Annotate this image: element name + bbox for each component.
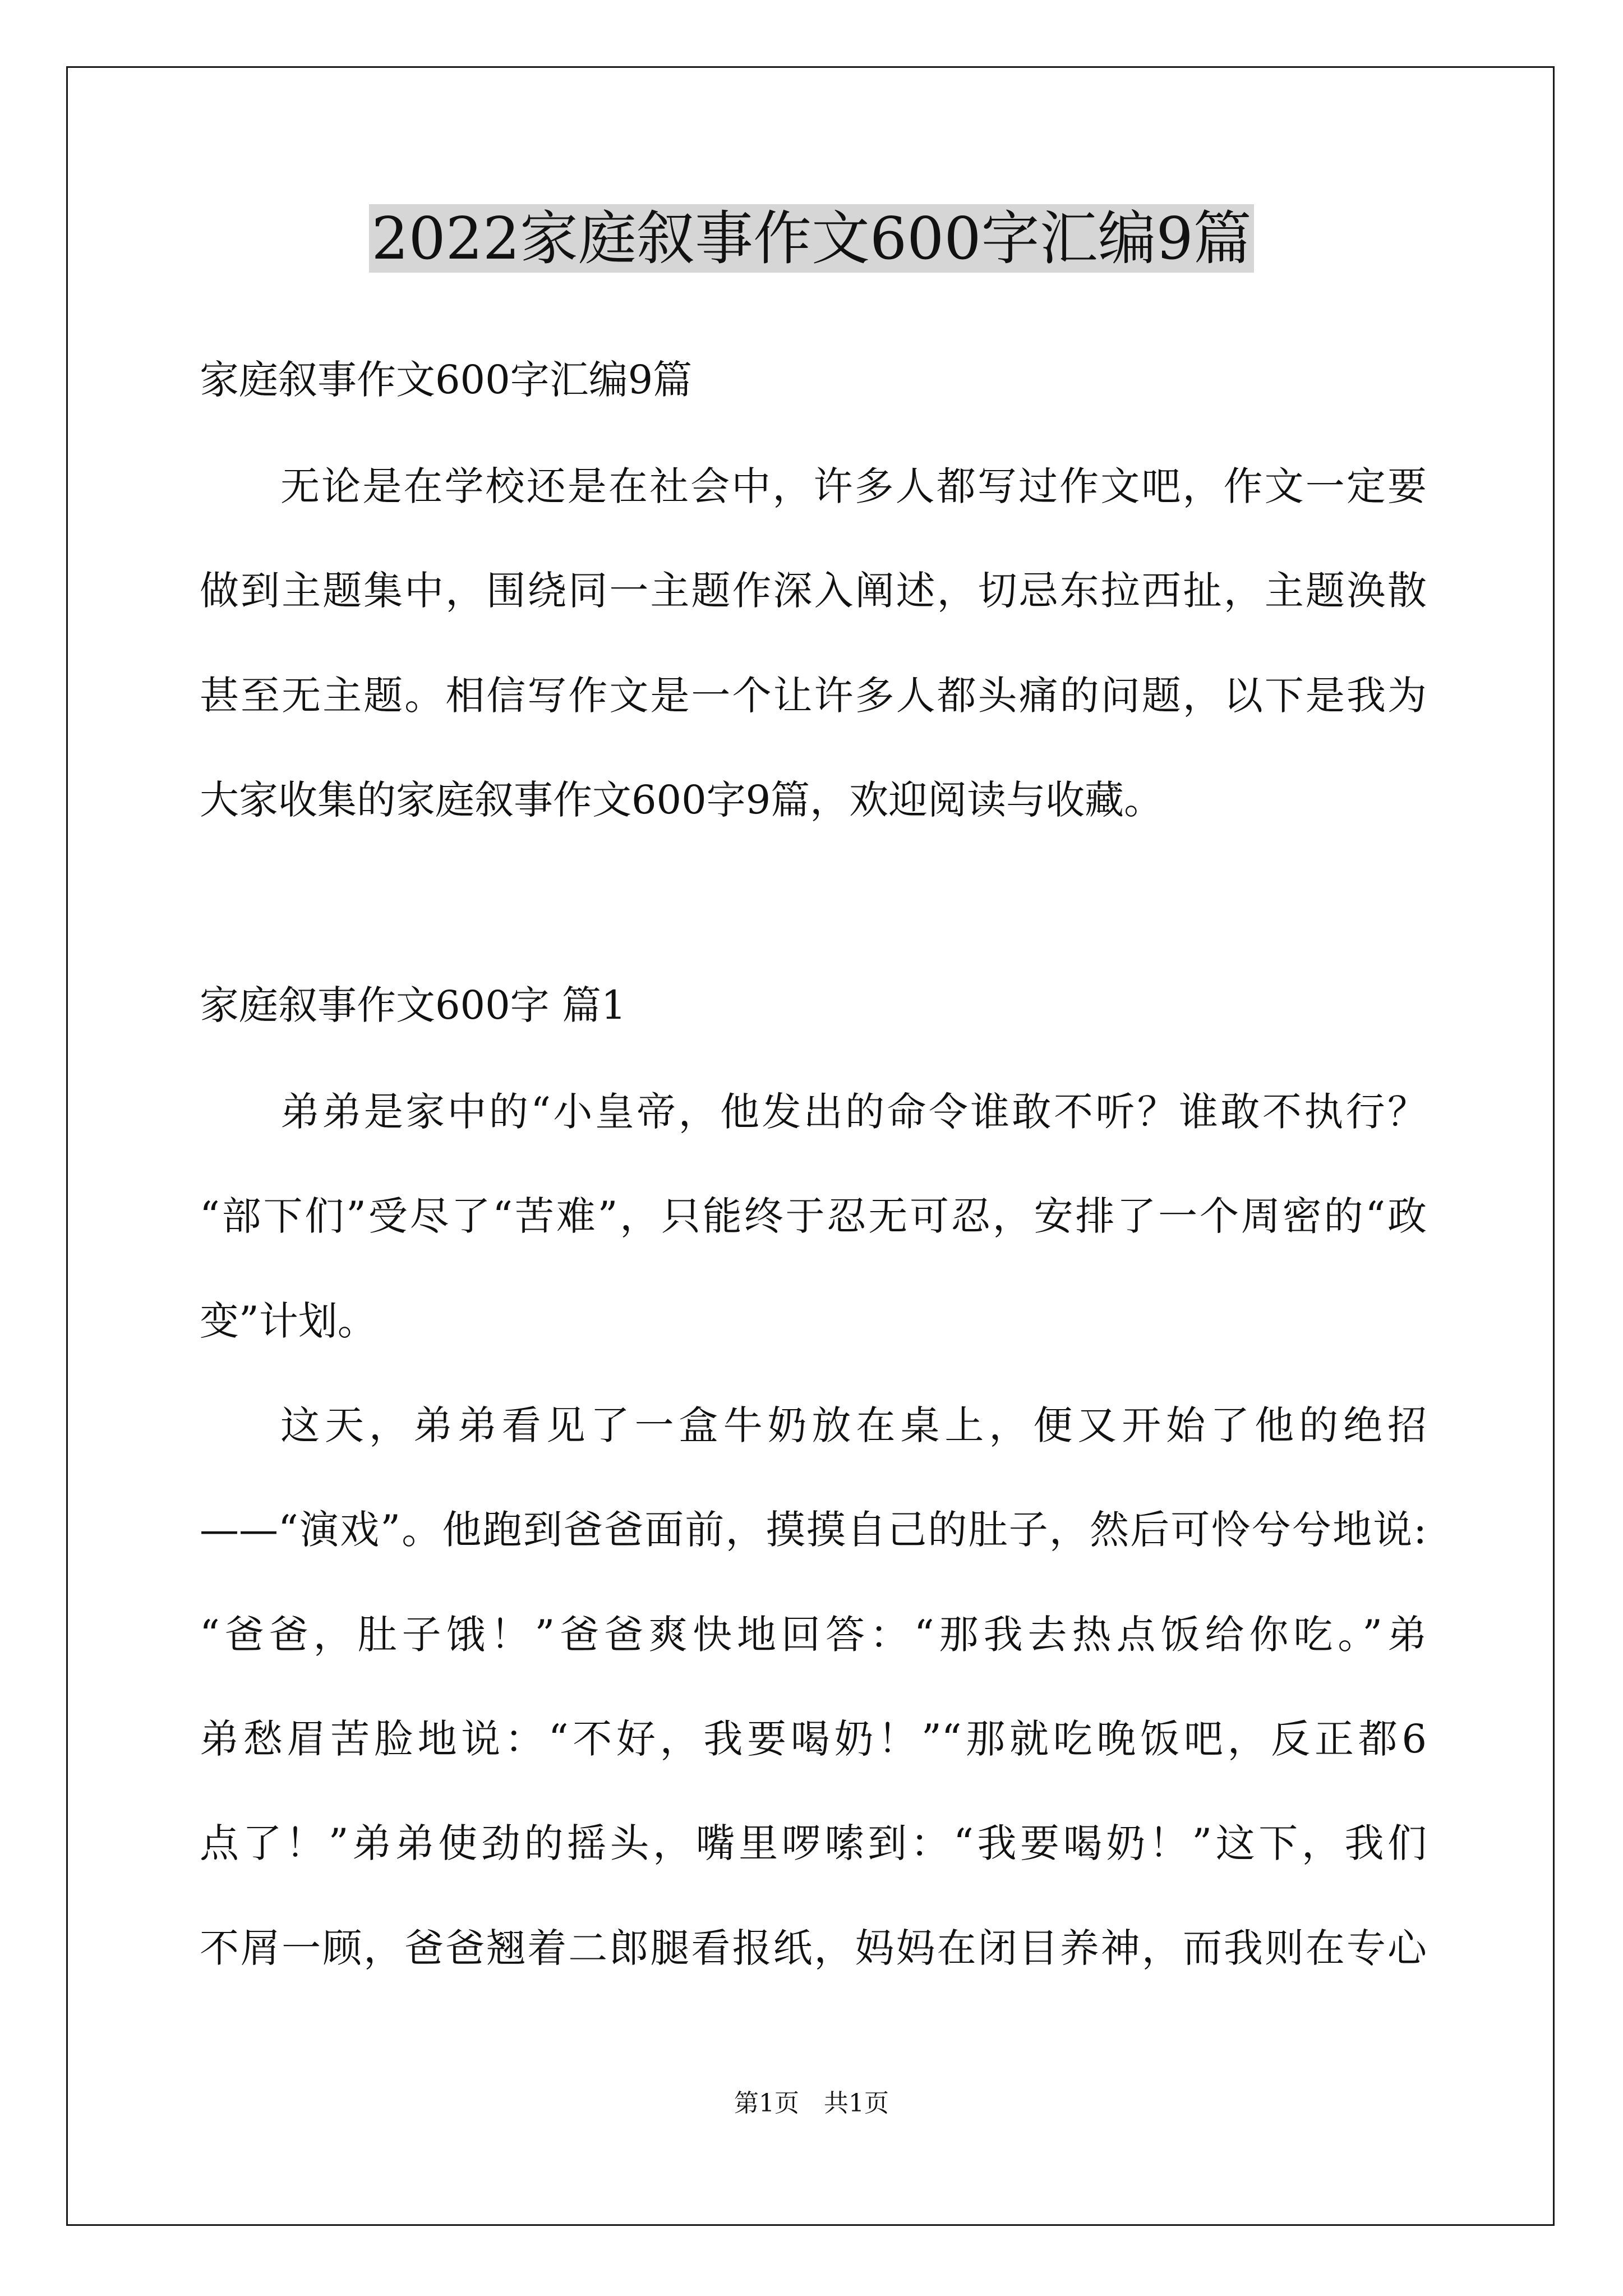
document-title	[0, 199, 1623, 278]
para2-line-1: 这天，弟弟看见了一盒牛奶放在桌上，便又开始了他的绝招	[280, 1402, 1427, 1448]
para2-line-2: ——“演戏”。他跑到爸爸面前，摸摸自己的肚子，然后可怜兮兮地说:	[200, 1507, 1427, 1553]
intro-line-4: 大家收集的家庭叙事作文600字9篇，欢迎阅读与收藏。	[200, 777, 1164, 823]
intro-line-1: 无论是在学校还是在社会中，许多人都写过作文吧，作文一定要	[280, 463, 1427, 509]
document-subtitle: 家庭叙事作文600字汇编9篇	[200, 357, 693, 403]
para1-line-2: “部下们”受尽了“苦难”，只能终于忍无可忍，安排了一个周密的“政	[200, 1193, 1427, 1239]
document-title-text: 2022家庭叙事作文600字汇编9篇	[369, 204, 1253, 273]
para2-line-6: 不屑一顾，爸爸翘着二郎腿看报纸，妈妈在闭目养神，而我则在专心	[200, 1925, 1427, 1971]
para2-line-4: 弟愁眉苦脸地说：“不好，我要喝奶！”“那就吃晚饭吧，反正都6	[200, 1716, 1427, 1762]
para1-line-1: 弟弟是家中的“小皇帝，他发出的命令谁敢不听？谁敢不执行？	[280, 1089, 1427, 1135]
page-footer: 第1页 共1页	[734, 2089, 889, 2118]
intro-line-3: 甚至无主题。相信写作文是一个让许多人都头痛的问题，以下是我为	[200, 673, 1427, 719]
section-heading: 家庭叙事作文600字 篇1	[200, 982, 626, 1028]
para2-line-3: “爸爸，肚子饿！”爸爸爽快地回答：“那我去热点饭给你吃。”弟	[200, 1612, 1427, 1658]
intro-line-2: 做到主题集中，围绕同一主题作深入阐述，切忌东拉西扯，主题涣散	[200, 568, 1427, 614]
para1-line-3: 变”计划。	[200, 1298, 377, 1344]
para2-line-5: 点了！”弟弟使劲的摇头，嘴里啰嗦到：“我要喝奶！”这下，我们	[200, 1820, 1427, 1866]
